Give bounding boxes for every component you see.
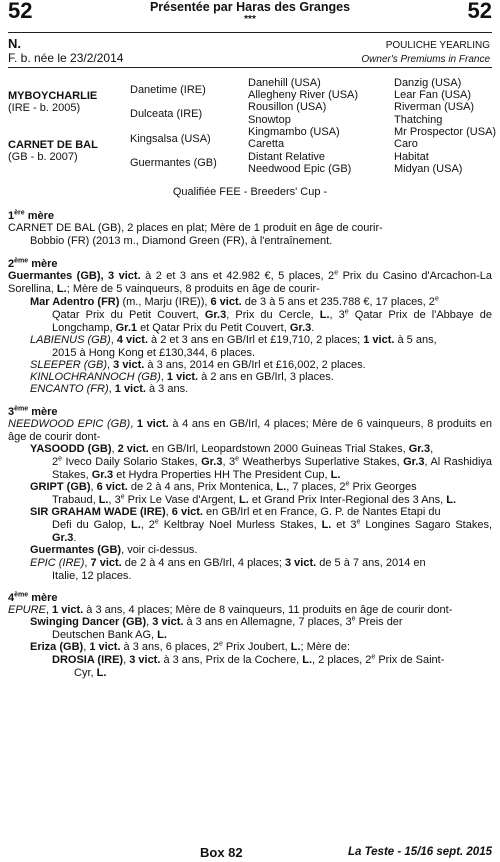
gen3-item: Snowtop	[248, 114, 291, 126]
produce-entry-cont: Trabaud, L., 3e Prix Le Vase d'Argent, L. et Grand Prix Inter-Regional des 3 Ans, L.	[52, 493, 457, 506]
horse-name: N.	[8, 36, 21, 51]
gen4-item: Mr Prospector (USA)	[394, 126, 497, 138]
section-heading-4: 4ème mère	[8, 591, 58, 604]
produce-entry-grand-cont: Cyr, L.	[74, 667, 107, 679]
horse-description: F. b. née le 23/2/2014	[8, 51, 124, 65]
produce-entry-grand: DROSIA (IRE), 3 vict. à 3 ans, Prix de la Cochere, L., 2 places, 2e Prix de Saint-	[52, 653, 445, 666]
box-number: Box 82	[200, 845, 243, 860]
qualification: Qualifiée FEE - Breeders' Cup -	[172, 186, 328, 198]
gen3-item: Rousillon (USA)	[248, 101, 327, 113]
premium-note: Owner's Premiums in France	[361, 54, 490, 65]
gen4-item: Caro	[394, 138, 418, 150]
produce-entry: Bobbio (FR) (2013 m., Diamond Green (FR), à l'entraînement.	[30, 235, 333, 247]
produce-entry-cont: 2015 à Hong Kong et £130,344, 6 places.	[52, 347, 256, 359]
gen4-item: Riverman (USA)	[394, 101, 475, 113]
gen2-item: Kingsalsa (USA)	[130, 133, 211, 145]
produce-entry: YASOODD (GB), 2 vict. en GB/Irl, Leopardstown 2000 Guineas Trial Stakes, Gr.3,	[30, 443, 434, 455]
produce-entry: EPIC (IRE), 7 vict. de 2 à 4 ans en GB/Irl, 4 places; 3 vict. de 5 à 7 ans, 2014 en	[30, 557, 426, 569]
gen3-item: Kingmambo (USA)	[248, 126, 340, 138]
stars: ***	[244, 14, 256, 25]
gen3-item: Allegheny River (USA)	[248, 89, 359, 101]
produce-entry: Eriza (GB), 1 vict. à 3 ans, 6 places, 2e Prix Joubert, L.; Mère de:	[30, 640, 351, 653]
produce-entry-cont: Italie, 12 places.	[52, 570, 132, 582]
produce-entry: SLEEPER (GB), 3 vict. à 3 ans, 2014 en GB/Irl et £16,002, 2 places.	[30, 359, 366, 371]
produce-entry: LABIENUS (GB), 4 vict. à 2 et 3 ans en GB/Irl et £19,710, 2 places; 1 vict. à 5 ans,	[30, 334, 437, 346]
produce-entry: KINLOCHRANNOCH (GB), 1 vict. à 2 ans en GB/Irl, 3 places.	[30, 371, 334, 383]
produce-entry-cont: Deutschen Bank AG, L.	[52, 629, 167, 641]
top-rule	[8, 32, 492, 33]
gen4-item: Thatching	[394, 114, 443, 126]
gen4-item: Habitat	[394, 151, 429, 163]
produce-entry-cont: Defi du Galop, L., 2e Keltbray Noel Murless Stakes, L. et 3e Longines Sagaro Stakes, Gr.3.	[52, 518, 493, 544]
produce-entry-cont: 2e Iveco Daily Solario Stakes, Gr.3, 3e Weatherbys Superlative Stakes, Gr.3, Al Rashidiya Stakes, Gr.3 et Hydra Properties HH The President Cup, L.	[52, 455, 493, 481]
lot-number-left: 52	[8, 0, 33, 23]
dam-name: CARNET DE BAL	[8, 139, 98, 151]
gen3-item: Distant Relative	[248, 151, 326, 163]
venue-date: La Teste - 15/16 sept. 2015	[347, 846, 492, 858]
produce-entry: Guermantes (GB), voir ci-dessus.	[30, 544, 198, 556]
section-heading-2: 2ème mère	[8, 257, 58, 270]
gen2-item: Danetime (IRE)	[130, 84, 206, 96]
gen2-item: Dulceata (IRE)	[130, 108, 203, 120]
produce-entry: ENCANTO (FR), 1 vict. à 3 ans.	[30, 383, 189, 395]
second-dam-paragraph: Guermantes (GB), 3 vict. à 2 et 3 ans et 42.982 €, 5 places, 2e Prix du Casino d'Arcachon-La Sorellina, L.; Mère de 5 vainqueurs, 8 produits en âge de courir-	[8, 269, 492, 295]
produce-entry: Swinging Dancer (GB), 3 vict. à 3 ans en Allemagne, 7 places, 3e Preis der	[30, 615, 403, 628]
third-dam-paragraph: NEEDWOOD EPIC (GB), 1 vict. à 4 ans en GB/Irl, 4 places; Mère de 6 vainqueurs, 8 produits en âge de courir dont-	[8, 418, 492, 443]
gen4-item: Midyan (USA)	[394, 163, 463, 175]
gen3-item: Needwood Epic (GB)	[248, 163, 352, 175]
produce-entry: Mar Adentro (FR) (m., Marju (IRE)), 6 vict. de 3 à 5 ans et 235.788 €, 17 places, 2e	[30, 295, 439, 308]
gen4-item: Lear Fan (USA)	[394, 89, 472, 101]
lot-number-right: 52	[467, 0, 492, 23]
produce-entry: GRIPT (GB), 6 vict. de 2 à 4 ans, Prix Montenica, L., 7 places, 2e Prix Georges	[30, 480, 417, 493]
gen3-item: Danehill (USA)	[248, 77, 321, 89]
section-heading-1: 1ère mère	[8, 209, 54, 222]
mid-rule	[8, 67, 492, 68]
dam-paragraph: CARNET DE BAL (GB), 2 places en plat; Mère de 1 produit en âge de courir-	[8, 222, 383, 234]
sire-name: MYBOYCHARLIE	[8, 90, 98, 102]
horse-category: POULICHE YEARLING	[385, 40, 490, 51]
gen3-item: Caretta	[248, 138, 285, 150]
gen2-item: Guermantes (GB)	[130, 157, 217, 169]
gen4-item: Danzig (USA)	[394, 77, 462, 89]
fourth-dam-paragraph: EPURE, 1 vict. à 3 ans, 4 places; Mère de 8 vainqueurs, 11 produits en âge de courir dont-	[8, 604, 453, 616]
dam-detail: (GB - b. 2007)	[8, 151, 78, 163]
section-heading-3: 3ème mère	[8, 405, 58, 418]
sire-detail: (IRE - b. 2005)	[8, 102, 81, 114]
produce-entry-cont: Qatar Prix du Petit Couvert, Gr.3, Prix du Cercle, L., 3e Qatar Prix de l'Abbaye de Longchamp, Gr.1 et Qatar Prix du Petit Couvert, Gr.3.	[52, 308, 492, 334]
consignor-title: Présentée par Haras des Granges	[149, 0, 351, 14]
produce-entry: SIR GRAHAM WADE (IRE), 6 vict. en GB/Irl et en France, G. P. de Nantes Etapi du	[30, 506, 441, 518]
